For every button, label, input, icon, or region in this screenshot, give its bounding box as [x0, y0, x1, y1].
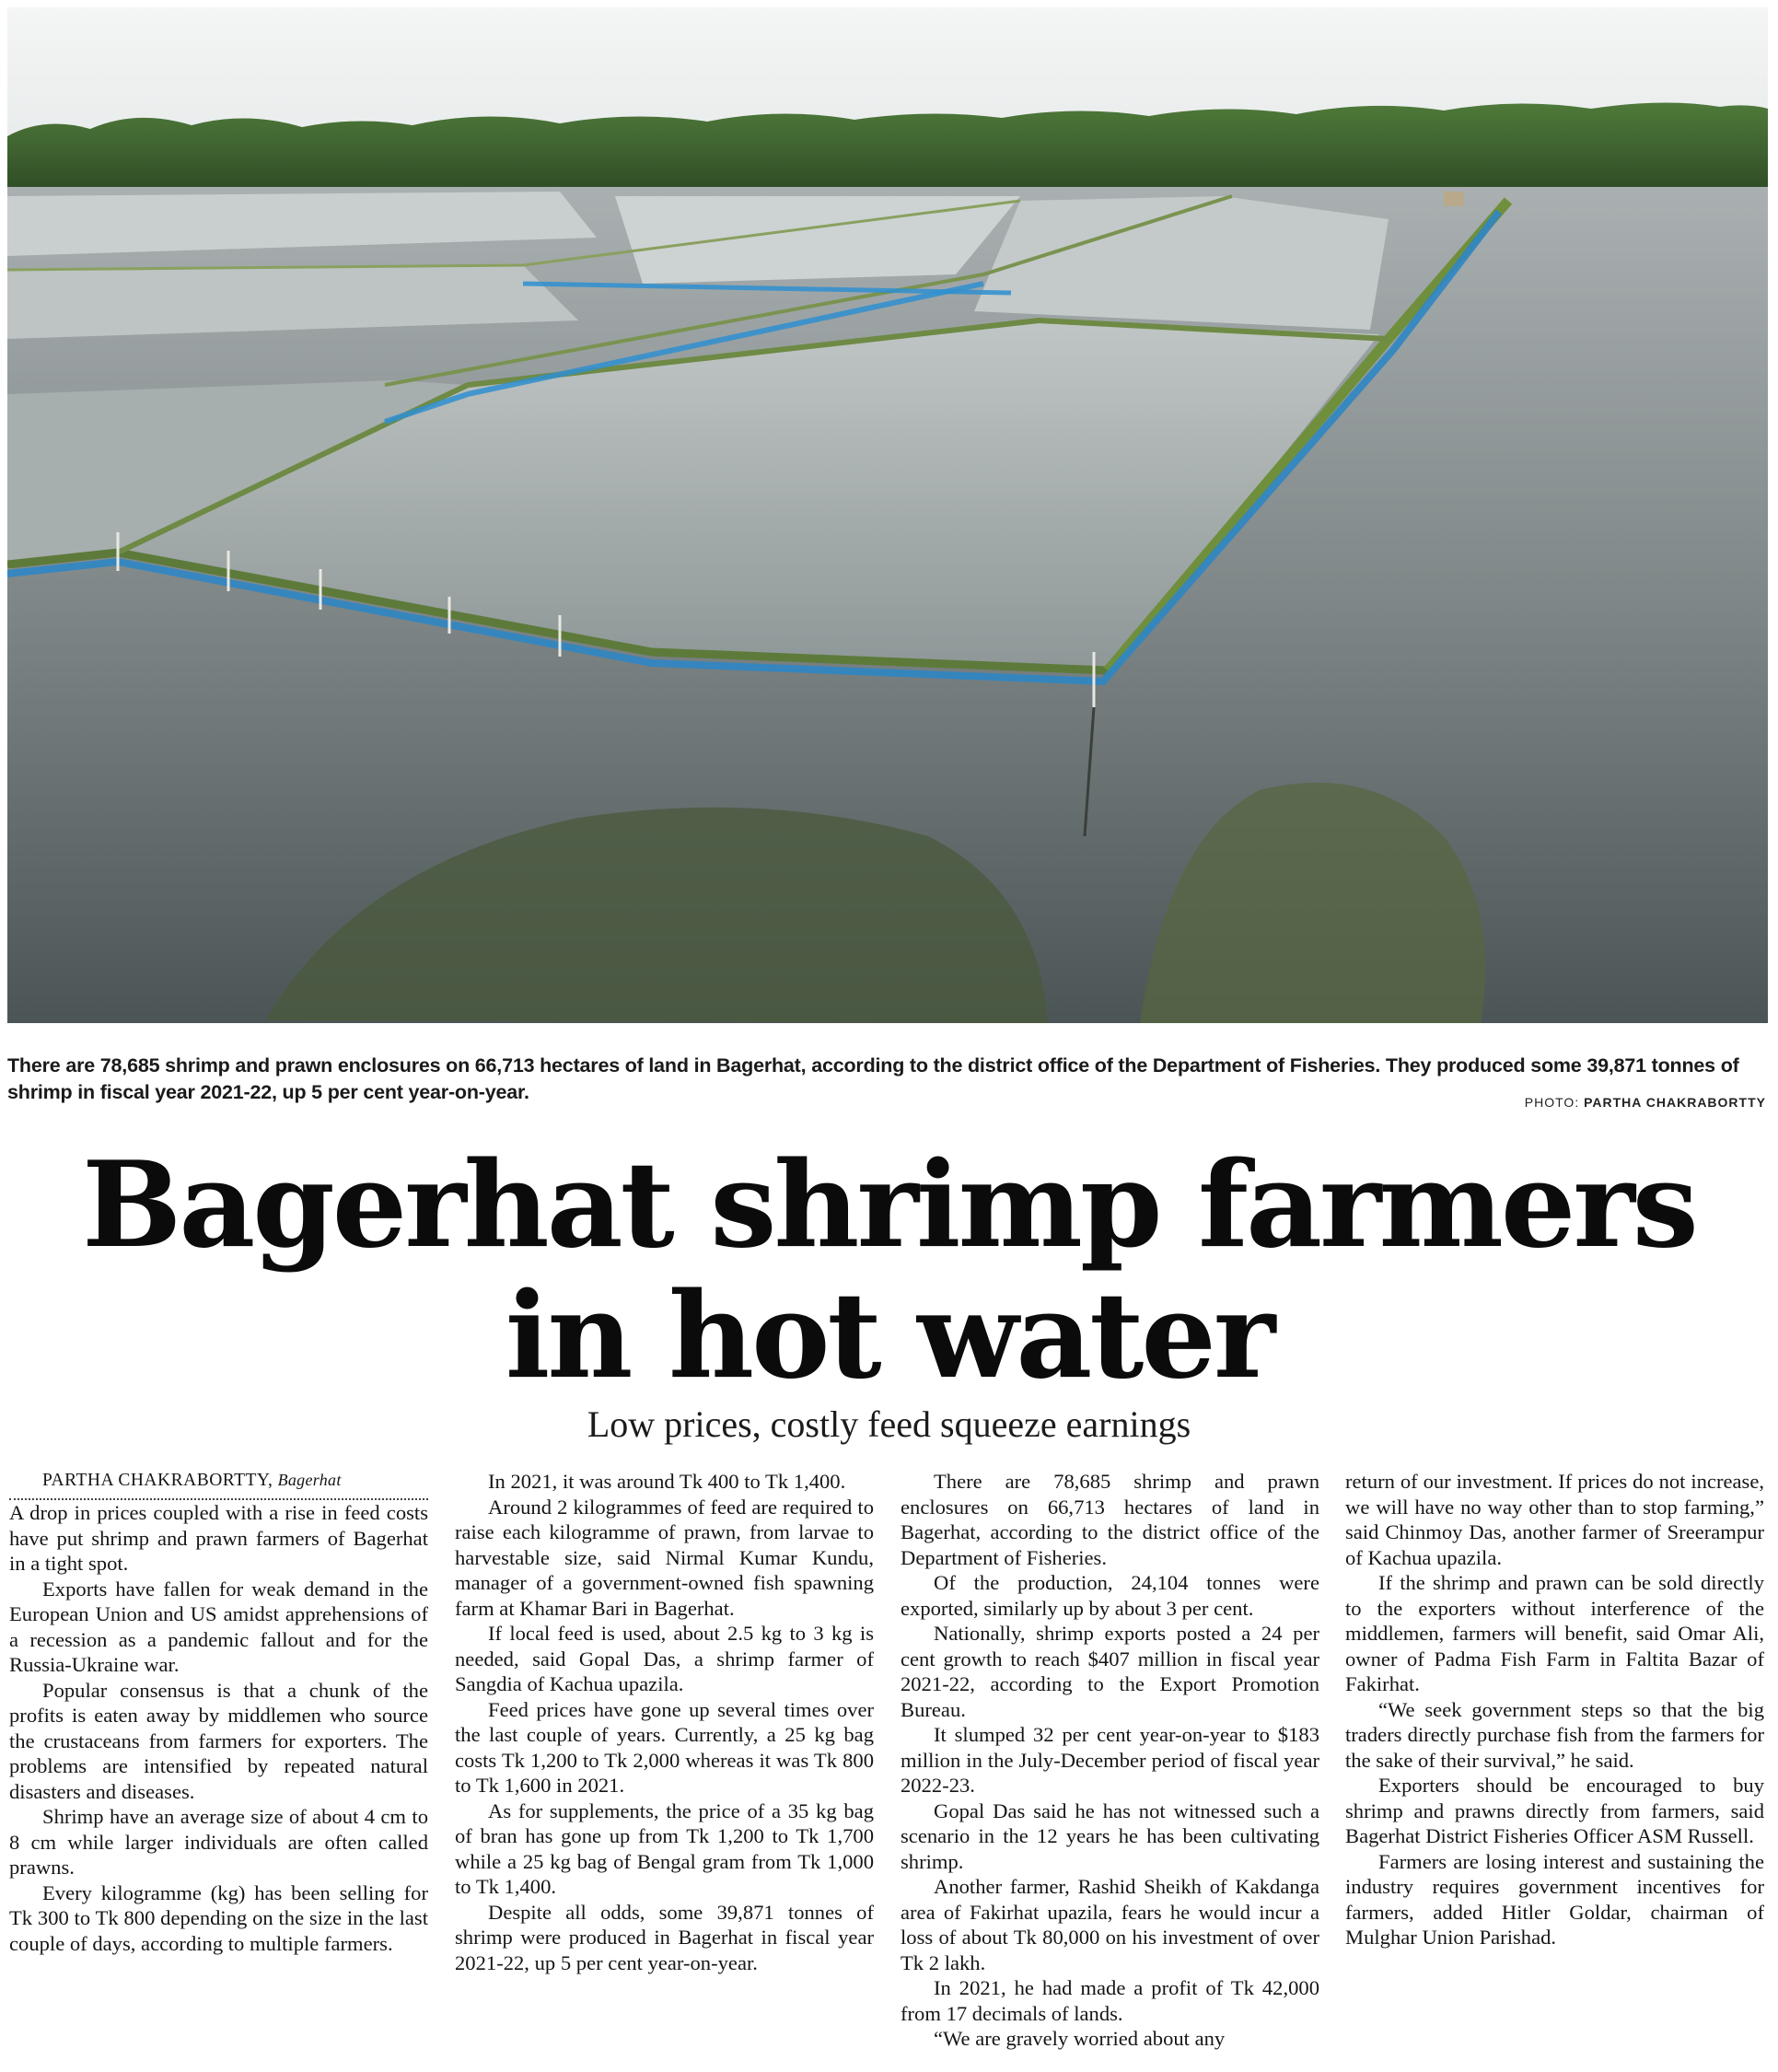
- paragraph: It slumped 32 per cent year-on-year to $183 million in the July-December period of fiscal year 2022-23.: [901, 1723, 1319, 1797]
- photo-credit-label: PHOTO:: [1524, 1095, 1580, 1110]
- paragraph: In 2021, it was around Tk 400 to Tk 1,400.: [488, 1470, 846, 1493]
- byline-place: Bagerhat: [277, 1471, 342, 1489]
- aerial-photo: [7, 7, 1768, 1023]
- paragraph: A drop in prices coupled with a rise in feed costs have put shrimp and prawn farmers of Bagerhat in a tight spot.: [9, 1501, 428, 1575]
- paragraph: If local feed is used, about 2.5 kg to 3 kg is needed, said Gopal Das, a shrimp farmer of Sangdia of Kachua upazila.: [455, 1622, 874, 1695]
- paragraph: Feed prices have gone up several times over the last couple of years. Currently, a 25 kg bag costs Tk 1,200 to Tk 2,000 whereas it was Tk 800 to Tk 1,600 in 2021.: [455, 1697, 874, 1797]
- subheadline: Low prices, costly feed squeeze earnings: [587, 1403, 1191, 1445]
- paragraph: In 2021, he had made a profit of Tk 42,000 from 17 decimals of lands.: [901, 1976, 1319, 2025]
- headline-line-1: Bagerhat shrimp farmers: [82, 1136, 1696, 1275]
- paragraph: There are 78,685 shrimp and prawn enclosures on 66,713 hectares of land in Bagerhat, according to the district office of the Department of Fisheries.: [901, 1470, 1319, 1569]
- headline: [0, 1136, 1778, 1405]
- paragraph: Shrimp have an average size of about 4 cm to 8 cm while larger individuals are often called prawns.: [9, 1805, 428, 1879]
- paragraph: Nationally, shrimp exports posted a 24 per cent growth to reach $407 million in fiscal year 2021-22, according to the Export Promotion Bureau.: [901, 1622, 1319, 1721]
- paragraph: If the shrimp and prawn can be sold directly to the exporters without interference of the middlemen, farmers will benefit, said Omar Ali, owner of Padma Fish Farm in Faltita Bazar of Fakirhat.: [1345, 1571, 1764, 1695]
- article-column-3: [901, 1469, 1319, 2052]
- photo-credit: [1525, 1095, 1766, 1110]
- paragraph-continued: return of our investment. If prices do not increase, we will have no way other than to stop farming,” said Chinmoy Das, another farmer of Sreerampur of Kachua upazila.: [1345, 1470, 1764, 1569]
- photo-credit-name: PARTHA CHAKRABORTTY: [1584, 1095, 1766, 1110]
- paragraph: As for supplements, the price of a 35 kg bag of bran has gone up from Tk 1,200 to Tk 1,700 while a 25 kg bag of Bengal gram from Tk 1,000 to Tk 1,400.: [455, 1798, 874, 1898]
- caption-text: There are 78,685 shrimp and prawn enclosures on 66,713 hectares of land in Bagerhat, according to the district office of the Department of Fisheries. They produced some 39,871 tonnes of shrimp in fiscal year 2021-22, up 5 per cent year-on-year.: [7, 1054, 1739, 1103]
- paragraph: Another farmer, Rashid Sheikh of Kakdanga area of Fakirhat upazila, fears he would incur a loss of about Tk 80,000 on his investment of over Tk 2 lakh.: [901, 1875, 1319, 1974]
- aerial-photo-shrimp-enclosures-icon: [7, 7, 1768, 1023]
- headline-line-2: in hot water: [505, 1267, 1273, 1405]
- article-column-2: [455, 1469, 874, 1975]
- paragraph: Exports have fallen for weak demand in the European Union and US amidst apprehensions of a recession as a pandemic fallout and for the Russia-Ukraine war.: [9, 1577, 428, 1676]
- paragraph: Despite all odds, some 39,871 tonnes of shrimp were produced in Bagerhat in fiscal year 2021-22, up 5 per cent year-on-year.: [455, 1900, 874, 1974]
- photo-caption: [7, 1053, 1768, 1117]
- byline: [9, 1469, 428, 1500]
- paragraph: Gopal Das said he has not witnessed such a scenario in the 12 years he has been cultivating shrimp.: [901, 1798, 1319, 1873]
- paragraph: “We are gravely worried about any: [934, 2027, 1226, 2050]
- byline-name: PARTHA CHAKRABORTTY,: [42, 1471, 273, 1490]
- article-column-4: [1345, 1469, 1764, 1950]
- article-column-1: [9, 1469, 428, 1956]
- paragraph: Exporters should be encouraged to buy shrimp and prawns directly from farmers, said Bagerhat District Fisheries Officer ASM Russell.: [1345, 1774, 1764, 1847]
- paragraph: Popular consensus is that a chunk of the profits is eaten away by middlemen who source the crustaceans from farmers for exporters. The problems are intensified by repeated natural disasters and diseases.: [9, 1678, 428, 1803]
- paragraph: Farmers are losing interest and sustaining the industry requires government incentives for farmers, added Hitler Goldar, chairman of Mulghar Union Parishad.: [1345, 1849, 1764, 1949]
- paragraph: Of the production, 24,104 tonnes were exported, similarly up by about 3 per cent.: [901, 1571, 1319, 1620]
- paragraph: “We seek government steps so that the big traders directly purchase fish from the farmers for the sake of their survival,” he said.: [1345, 1697, 1764, 1772]
- paragraph: Every kilogramme (kg) has been selling for Tk 300 to Tk 800 depending on the size in the last couple of days, according to multiple farmers.: [9, 1880, 428, 1955]
- paragraph: Around 2 kilogrammes of feed are required to raise each kilogramme of prawn, from larvae to harvestable size, said Nirmal Kumar Kundu, manager of a government-owned fish spawning farm at Khamar Bari in Bagerhat.: [455, 1495, 874, 1620]
